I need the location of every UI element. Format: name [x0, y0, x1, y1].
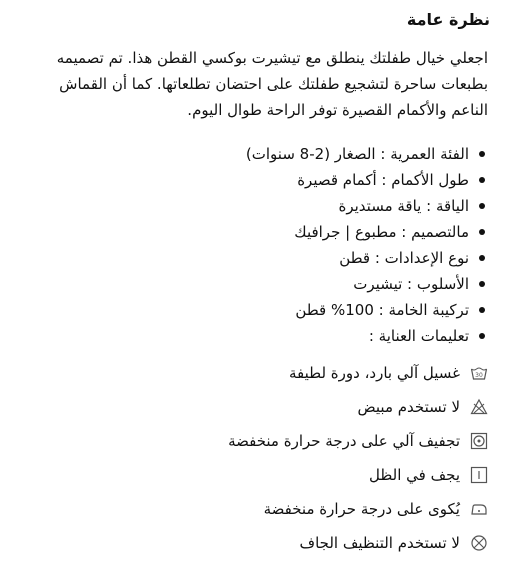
section-title: نظرة عامة	[406, 10, 490, 29]
bullet-icon	[479, 281, 485, 287]
care-item	[18, 356, 488, 390]
no-bleach-icon	[470, 398, 488, 416]
bullet-icon	[479, 229, 485, 235]
svg-text:30: 30	[475, 372, 483, 380]
attribute-design: مالتصميم : مطبوع | جرافيك	[294, 223, 469, 241]
attribute-care-heading: تعليمات العناية :	[368, 327, 469, 345]
list-item	[18, 245, 488, 271]
care-text-shade: يجف في الظل	[369, 466, 460, 484]
iron-low-icon	[470, 500, 488, 518]
tumble-dry-low-icon	[470, 432, 488, 450]
attribute-composition: تركيبة الخامة : 100% قطن	[295, 301, 469, 319]
bullet-icon	[479, 203, 485, 209]
attribute-style: الأسلوب : تيشيرت	[353, 275, 469, 293]
care-text-iron: يُكوى على درجة حرارة منخفضة	[263, 500, 460, 518]
list-item	[18, 219, 488, 245]
list-item	[18, 271, 488, 297]
care-item	[18, 526, 488, 560]
bullet-icon	[479, 307, 485, 313]
bullet-icon	[479, 255, 485, 261]
attribute-list	[18, 141, 488, 349]
bullet-icon	[479, 177, 485, 183]
care-item	[18, 492, 488, 526]
attribute-age-group: الفئة العمرية : الصغار (2-8 سنوات)	[245, 145, 469, 163]
list-item	[18, 297, 488, 323]
care-text-tumble-dry: تجفيف آلي على درجة حرارة منخفضة	[228, 432, 460, 450]
no-dry-clean-icon	[470, 534, 488, 552]
dry-in-shade-icon	[470, 466, 488, 484]
care-item	[18, 424, 488, 458]
list-item	[18, 141, 488, 167]
care-text-dry-clean: لا تستخدم التنظيف الجاف	[299, 534, 460, 552]
care-text-wash: غسيل آلي بارد، دورة لطيفة	[289, 364, 460, 382]
care-item	[18, 390, 488, 424]
product-description: اجعلي خيال طفلتك ينطلق مع تيشيرت بوكسي القطن هذا. تم تصميمه بطبعات ساحرة لتشجيع طفلتك على احتضان تطلعاتها. كما أن القماش الناعم والأكمام القصيرة توفر الراحة طوال اليوم.	[56, 49, 488, 119]
wash-30-icon	[470, 364, 488, 382]
list-item	[18, 167, 488, 193]
attribute-fabric-type: نوع الإعدادات : قطن	[339, 249, 469, 267]
bullet-icon	[479, 333, 485, 339]
care-text-bleach: لا تستخدم مبيض	[357, 398, 460, 416]
care-item	[18, 458, 488, 492]
attribute-sleeve-length: طول الأكمام : أكمام قصيرة	[297, 171, 469, 189]
attribute-collar: الياقة : ياقة مستديرة	[338, 197, 469, 215]
list-item	[18, 323, 488, 349]
care-instructions-list	[18, 356, 488, 560]
bullet-icon	[479, 151, 485, 157]
list-item	[18, 193, 488, 219]
